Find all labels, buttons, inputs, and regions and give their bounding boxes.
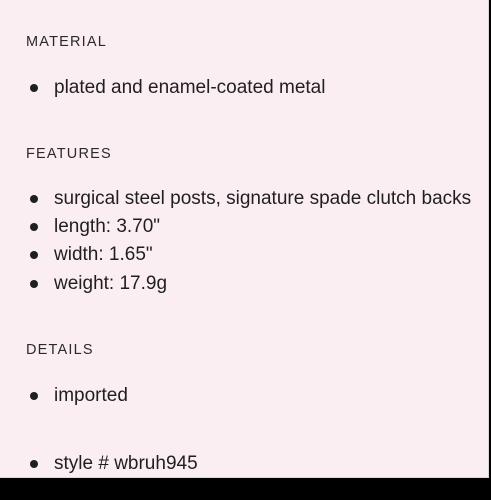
bullet-icon (30, 392, 38, 400)
list-item-text: width: 1.65" (54, 244, 153, 265)
bullet-icon (30, 223, 38, 231)
list-item-text: surgical steel posts, signature spade clutch backs (54, 188, 472, 209)
list-item (26, 76, 325, 100)
list-item (26, 187, 471, 211)
list-item (26, 243, 153, 267)
bullet-icon (30, 84, 38, 92)
section-heading-material: MATERIAL (26, 34, 108, 50)
bottom-letterbox (0, 478, 491, 500)
list-item (26, 384, 128, 408)
list-item-text: length: 3.70" (54, 216, 161, 237)
section-heading-details: DETAILS (26, 342, 94, 358)
list-item (26, 215, 160, 239)
bullet-icon (30, 460, 38, 468)
list-item-text: weight: 17.9g (54, 273, 168, 294)
list-item (26, 452, 198, 476)
list-item-text: imported (54, 385, 128, 406)
list-item-text: style # wbruh945 (54, 453, 198, 474)
bullet-icon (30, 195, 38, 203)
bullet-icon (30, 280, 38, 288)
section-heading-features: FEATURES (26, 146, 112, 162)
list-item-text: plated and enamel-coated metal (54, 77, 326, 98)
list-item (26, 272, 167, 296)
bullet-icon (30, 251, 38, 259)
